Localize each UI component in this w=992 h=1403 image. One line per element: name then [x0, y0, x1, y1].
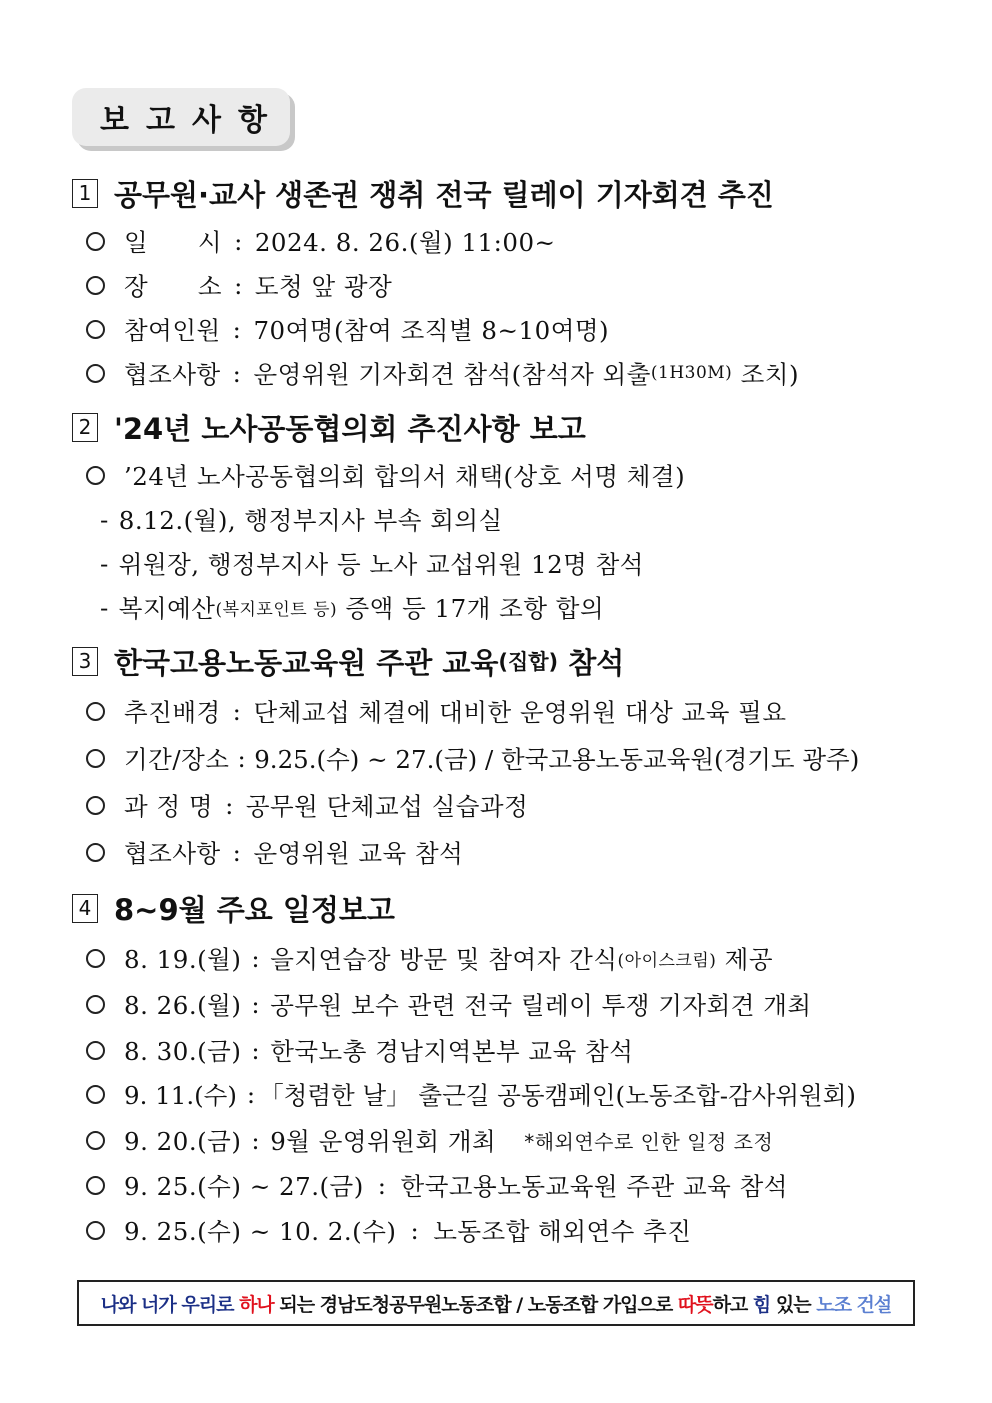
schedule-text: 노동조합 해외연수 추진 [433, 1216, 692, 1246]
circle-bullet-icon [86, 232, 105, 251]
list-item: 협조사항 : 운영위원 교육 참석 [86, 834, 463, 870]
item-label: 과 정 명 [124, 791, 214, 821]
circle-bullet-icon [86, 1176, 105, 1195]
slogan-segment: 하나 [239, 1293, 274, 1316]
circle-bullet-icon [86, 843, 105, 862]
schedule-item: 9. 11.(수) : 「청렴한 날」 출근길 공동캠페인(노동조합-감사위원회) [86, 1076, 856, 1112]
section-number-box: 4 [72, 894, 98, 923]
item-value-tail: 조치) [732, 359, 800, 389]
footer-slogan [77, 1280, 915, 1326]
circle-bullet-icon [86, 995, 105, 1014]
item-label: 일 시 [124, 227, 223, 257]
slogan-segment: 따뜻 [677, 1293, 713, 1316]
section-number-box: 1 [72, 179, 98, 208]
circle-bullet-icon [86, 1041, 105, 1060]
list-item: 장 소 : 도청 앞 광장 [86, 267, 392, 303]
sub-item-text: 위원장, 행정부지사 등 노사 교섭위원 12명 참석 [118, 549, 644, 579]
circle-bullet-icon [86, 949, 105, 968]
schedule-text: 9월 운영위원회 개최 [270, 1126, 497, 1156]
schedule-date: 9. 11.(수) [124, 1080, 237, 1110]
slogan-segment: 되는 경남도청공무원노동조합 / 노동조합 가입으로 [273, 1293, 678, 1316]
circle-bullet-icon [86, 1221, 105, 1240]
section-title-tail: 참석 [558, 645, 625, 680]
sub-list-item: - 복지예산 (복지포인트 등) 증액 등 17개 조항 합의 [100, 589, 604, 625]
item-label: 참여인원 [124, 315, 221, 345]
schedule-text: 「청렴한 날」 출근길 공동캠페인(노동조합-감사위원회) [259, 1080, 856, 1110]
list-item: 협조사항 : 운영위원 기자회견 참석(참석자 외출 (1H30M) 조치) [86, 355, 799, 391]
schedule-date: 9. 20.(금) [124, 1126, 242, 1156]
schedule-note: *해외연수로 인한 일정 조정 [524, 1129, 774, 1154]
circle-bullet-icon [86, 1131, 105, 1150]
item-value: 운영위원 기자회견 참석(참석자 외출 [253, 359, 651, 389]
slogan-segment: 하고 [712, 1293, 753, 1316]
list-item: 기간/장소 : 9.25.(수) ~ 27.(금) / 한국고용노동교육원(경기도 광주) [86, 740, 859, 776]
schedule-tail: 제공 [716, 944, 774, 974]
schedule-date: 9. 25.(수) ~ 27.(금) [124, 1171, 364, 1201]
circle-bullet-icon [86, 702, 105, 721]
schedule-item: 9. 25.(수) ~ 27.(금) : 한국고용노동교육원 주관 교육 참석 [86, 1167, 788, 1203]
item-text: ’24년 노사공동협의회 합의서 채택(상호 서명 체결) [124, 461, 686, 491]
sub-item-tail: 증액 등 17개 조항 합의 [337, 593, 605, 623]
report-title-box [72, 88, 290, 146]
list-item: 과 정 명 : 공무원 단체교섭 실습과정 [86, 787, 528, 823]
schedule-date: 8. 30.(금) [124, 1036, 242, 1066]
item-value: 70여명(참여 조직별 8~10여명) [253, 315, 610, 345]
section-4-heading [72, 888, 395, 928]
item-value: 단체교섭 체결에 대비한 운영위원 대상 교육 필요 [253, 697, 787, 727]
item-value-small: (1H30M) [650, 363, 733, 383]
circle-bullet-icon [86, 320, 105, 339]
slogan-segment: 나와 너가 우리로 [100, 1293, 240, 1316]
section-title: 8~9월 주요 일정보고 [114, 892, 395, 927]
item-label: 추진배경 [124, 697, 221, 727]
section-title-small: (집합) [498, 650, 559, 674]
report-title: 보고사항 [100, 103, 284, 138]
sub-item-text: 8.12.(월), 행정부지사 부속 회의실 [118, 505, 503, 535]
schedule-item: 8. 26.(월) : 공무원 보수 관련 전국 릴레이 투쟁 기자회견 개최 [86, 986, 812, 1022]
section-1-heading [72, 173, 774, 213]
schedule-text: 을지연습장 방문 및 참여자 간식 [270, 944, 618, 974]
list-item: 추진배경 : 단체교섭 체결에 대비한 운영위원 대상 교육 필요 [86, 693, 787, 729]
schedule-item: 8. 30.(금) : 한국노총 경남지역본부 교육 참석 [86, 1032, 633, 1068]
circle-bullet-icon [86, 276, 105, 295]
schedule-small: (아이스크림) [617, 950, 717, 971]
list-item: 일 시 : 2024. 8. 26.(월) 11:00~ [86, 223, 556, 259]
item-value: 9.25.(수) ~ 27.(금) / 한국고용노동교육원(경기도 광주) [254, 744, 860, 774]
circle-bullet-icon [86, 1085, 105, 1104]
item-value: 공무원 단체교섭 실습과정 [245, 791, 529, 821]
section-number-box: 3 [72, 647, 98, 676]
item-label: 장 소 [124, 271, 223, 301]
section-number-box: 2 [72, 413, 98, 442]
sub-list-item: - 8.12.(월), 행정부지사 부속 회의실 [100, 501, 503, 537]
slogan-segment: 힘 [752, 1293, 771, 1316]
sub-item-text: 복지예산 [118, 593, 216, 623]
item-label: 협조사항 [124, 838, 221, 868]
schedule-date: 8. 19.(월) [124, 944, 242, 974]
section-title: '24년 노사공동협의회 추진사항 보고 [114, 411, 586, 446]
schedule-item: 8. 19.(월) : 을지연습장 방문 및 참여자 간식 (아이스크림) 제공 [86, 940, 773, 976]
schedule-item: 9. 25.(수) ~ 10. 2.(수) : 노동조합 해외연수 추진 [86, 1212, 691, 1248]
item-label: 협조사항 [124, 359, 221, 389]
section-3-heading [72, 641, 624, 681]
circle-bullet-icon [86, 466, 105, 485]
schedule-text: 한국노총 경남지역본부 교육 참석 [270, 1036, 634, 1066]
circle-bullet-icon [86, 364, 105, 383]
slogan-segment: 노조 건설 [816, 1293, 892, 1316]
item-value: 도청 앞 광장 [254, 271, 393, 301]
schedule-date: 8. 26.(월) [124, 990, 242, 1020]
circle-bullet-icon [86, 796, 105, 815]
item-value: 운영위원 교육 참석 [253, 838, 464, 868]
sub-list-item: - 위원장, 행정부지사 등 노사 교섭위원 12명 참석 [100, 545, 644, 581]
slogan-segment: 있는 [770, 1293, 817, 1316]
sub-item-small: (복지포인트 등) [215, 599, 338, 620]
section-title: 공무원·교사 생존권 쟁취 전국 릴레이 기자회견 추진 [114, 177, 774, 212]
section-2-heading [72, 407, 586, 447]
list-item [86, 457, 685, 493]
circle-bullet-icon [86, 749, 105, 768]
section-title: 한국고용노동교육원 주관 교육 [114, 645, 499, 680]
schedule-text: 한국고용노동교육원 주관 교육 참석 [400, 1171, 788, 1201]
schedule-date: 9. 25.(수) ~ 10. 2.(수) [124, 1216, 397, 1246]
list-item: 참여인원 : 70여명(참여 조직별 8~10여명) [86, 311, 609, 347]
item-value: 2024. 8. 26.(월) 11:00~ [254, 227, 556, 257]
schedule-item: 9. 20.(금) : 9월 운영위원회 개최 *해외연수로 인한 일정 조정 [86, 1122, 773, 1158]
item-label: 기간/장소 [124, 744, 230, 774]
schedule-text: 공무원 보수 관련 전국 릴레이 투쟁 기자회견 개최 [270, 990, 812, 1020]
